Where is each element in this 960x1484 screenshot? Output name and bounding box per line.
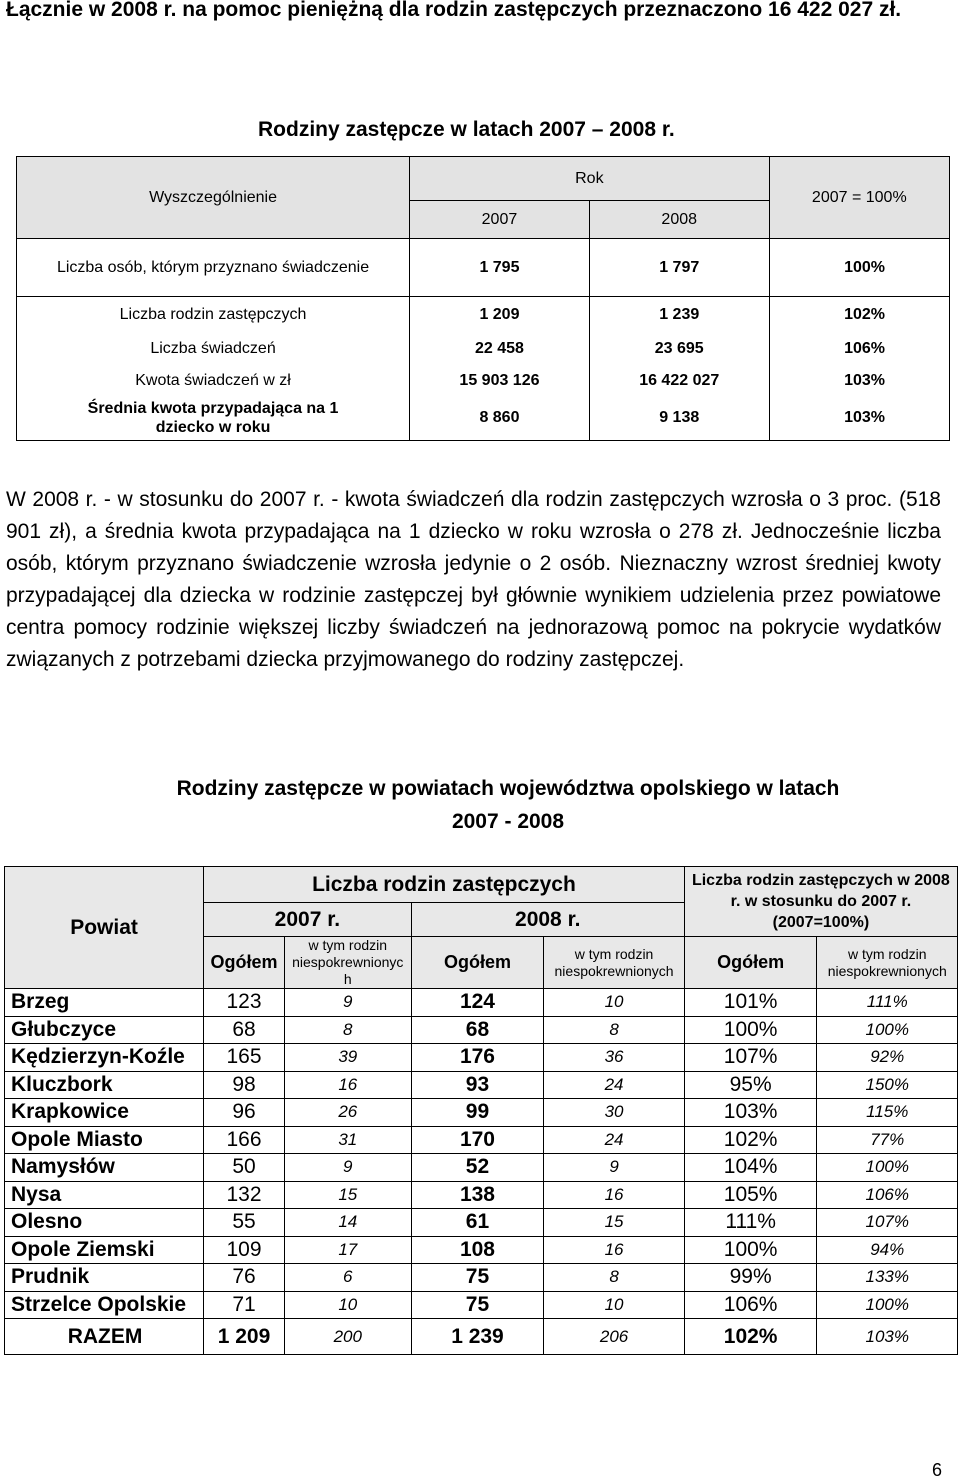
value-2007: 15 903 126 — [410, 365, 590, 397]
cell-n08: 24 — [544, 1126, 684, 1154]
cell-rt: 102% — [684, 1126, 817, 1154]
value-2008: 16 422 027 — [589, 365, 769, 397]
cell-n07: 16 — [284, 1071, 411, 1099]
row-label: Liczba osób, którym przyznano świadczenie — [17, 239, 410, 297]
cell-t08: 93 — [411, 1071, 544, 1099]
cell-rn: 92% — [817, 1044, 958, 1072]
cell-t08: 124 — [411, 989, 544, 1017]
cell-rn: 94% — [817, 1236, 958, 1264]
value-ratio: 100% — [769, 239, 949, 297]
table-row — [5, 1044, 958, 1072]
cell-rt: 101% — [684, 989, 817, 1017]
cell-rn: 77% — [817, 1126, 958, 1154]
cell-powiat: Strzelce Opolskie — [5, 1291, 204, 1319]
total-rn: 103% — [817, 1319, 958, 1355]
cell-n07: 15 — [284, 1181, 411, 1209]
table2-body — [5, 989, 958, 1319]
cell-t08: 68 — [411, 1016, 544, 1044]
table-row — [5, 1071, 958, 1099]
cell-t07: 71 — [204, 1291, 285, 1319]
cell-rn: 100% — [817, 1154, 958, 1182]
col-2007-header: 2007 r. — [204, 903, 412, 937]
cell-powiat: Prudnik — [5, 1264, 204, 1292]
cell-t07: 98 — [204, 1071, 285, 1099]
cell-rn: 107% — [817, 1209, 958, 1237]
cell-powiat: Głubczyce — [5, 1016, 204, 1044]
cell-t08: 75 — [411, 1264, 544, 1292]
cell-rt: 100% — [684, 1016, 817, 1044]
row-label: Średnia kwota przypadająca na 1 dziecko w roku — [17, 397, 410, 441]
cell-rt: 100% — [684, 1236, 817, 1264]
table-row — [5, 1099, 958, 1127]
cell-powiat: Brzeg — [5, 989, 204, 1017]
col-2008-header: 2008 r. — [411, 903, 684, 937]
cell-powiat: Namysłów — [5, 1154, 204, 1182]
cell-rn: 100% — [817, 1291, 958, 1319]
value-2007: 1 795 — [410, 239, 590, 297]
cell-n08: 30 — [544, 1099, 684, 1127]
cell-t08: 61 — [411, 1209, 544, 1237]
sub-nonrel-2008: w tym rodzin niespokrewnionych — [544, 937, 684, 989]
table-row — [5, 989, 958, 1017]
table-row — [5, 1181, 958, 1209]
total-t08: 1 239 — [411, 1319, 544, 1355]
cell-t07: 55 — [204, 1209, 285, 1237]
col-ratio-header: Liczba rodzin zastępczych w 2008 r. w stosunku do 2007 r. (2007=100%) — [684, 867, 957, 937]
cell-rn: 111% — [817, 989, 958, 1017]
cell-n07: 6 — [284, 1264, 411, 1292]
value-ratio: 103% — [769, 397, 949, 441]
cell-powiat: Opole Ziemski — [5, 1236, 204, 1264]
intro-text: Łącznie w 2008 r. na pomoc pieniężną dla rodzin zastępczych przeznaczono 16 422 027 zł. — [6, 0, 902, 21]
cell-rn: 106% — [817, 1181, 958, 1209]
table-families-2007-2008 — [16, 156, 950, 441]
cell-n08: 9 — [544, 1154, 684, 1182]
col-ratio-header: 2007 = 100% — [769, 157, 949, 239]
cell-t07: 68 — [204, 1016, 285, 1044]
col-year-header: Rok — [410, 157, 770, 201]
cell-n08: 15 — [544, 1209, 684, 1237]
cell-n07: 10 — [284, 1291, 411, 1319]
cell-rn: 133% — [817, 1264, 958, 1292]
total-rt: 102% — [684, 1319, 817, 1355]
cell-rt: 105% — [684, 1181, 817, 1209]
total-t07: 1 209 — [204, 1319, 285, 1355]
total-n08: 206 — [544, 1319, 684, 1355]
cell-t08: 108 — [411, 1236, 544, 1264]
table-districts — [4, 866, 958, 1355]
value-2007: 22 458 — [410, 333, 590, 365]
value-2007: 8 860 — [410, 397, 590, 441]
cell-t08: 176 — [411, 1044, 544, 1072]
cell-n07: 9 — [284, 1154, 411, 1182]
cell-t08: 99 — [411, 1099, 544, 1127]
table-row — [5, 1264, 958, 1292]
cell-n07: 26 — [284, 1099, 411, 1127]
sub-nonrel-ratio: w tym rodzin niespokrewnionych — [817, 937, 958, 989]
cell-t08: 170 — [411, 1126, 544, 1154]
value-2008: 23 695 — [589, 333, 769, 365]
value-2008: 1 239 — [589, 297, 769, 333]
table-row — [5, 1236, 958, 1264]
cell-n07: 31 — [284, 1126, 411, 1154]
col-2008-header: 2008 — [589, 201, 769, 239]
page-number: 6 — [931, 1460, 942, 1480]
cell-n07: 17 — [284, 1236, 411, 1264]
total-n07: 200 — [284, 1319, 411, 1355]
cell-n07: 8 — [284, 1016, 411, 1044]
cell-t07: 76 — [204, 1264, 285, 1292]
sub-total-2008: Ogółem — [411, 937, 544, 989]
cell-n08: 10 — [544, 1291, 684, 1319]
table2-title-line1: Rodziny zastępcze w powiatach województwa opolskiego w latach — [176, 777, 840, 800]
value-ratio: 103% — [769, 365, 949, 397]
cell-n08: 8 — [544, 1264, 684, 1292]
cell-t08: 75 — [411, 1291, 544, 1319]
table-row — [5, 1291, 958, 1319]
cell-powiat: Olesno — [5, 1209, 204, 1237]
cell-rn: 115% — [817, 1099, 958, 1127]
cell-n07: 14 — [284, 1209, 411, 1237]
row-label: Kwota świadczeń w zł — [17, 365, 410, 397]
cell-powiat: Kluczbork — [5, 1071, 204, 1099]
table2-title — [0, 772, 960, 838]
cell-rt: 106% — [684, 1291, 817, 1319]
total-label: RAZEM — [5, 1319, 204, 1355]
cell-powiat: Opole Miasto — [5, 1126, 204, 1154]
cell-rt: 95% — [684, 1071, 817, 1099]
cell-t07: 50 — [204, 1154, 285, 1182]
table2-title-line2: 2007 - 2008 — [451, 810, 565, 833]
row-label: Liczba rodzin zastępczych — [17, 297, 410, 333]
table-row — [5, 1126, 958, 1154]
cell-powiat: Krapkowice — [5, 1099, 204, 1127]
cell-t07: 132 — [204, 1181, 285, 1209]
sub-total-ratio: Ogółem — [684, 937, 817, 989]
cell-rt: 104% — [684, 1154, 817, 1182]
table-row — [5, 1154, 958, 1182]
cell-rt: 111% — [684, 1209, 817, 1237]
cell-rn: 100% — [817, 1016, 958, 1044]
col-2007-header: 2007 — [410, 201, 590, 239]
sub-total-2007: Ogółem — [204, 937, 285, 989]
cell-n07: 9 — [284, 989, 411, 1017]
cell-n08: 10 — [544, 989, 684, 1017]
cell-t08: 138 — [411, 1181, 544, 1209]
cell-t07: 96 — [204, 1099, 285, 1127]
value-ratio: 102% — [769, 297, 949, 333]
col-powiat-header: Powiat — [5, 867, 204, 989]
value-2008: 1 797 — [589, 239, 769, 297]
value-2008: 9 138 — [589, 397, 769, 441]
cell-t07: 166 — [204, 1126, 285, 1154]
cell-rt: 99% — [684, 1264, 817, 1292]
cell-rn: 150% — [817, 1071, 958, 1099]
row-label: Liczba świadczeń — [17, 333, 410, 365]
table-row — [5, 1016, 958, 1044]
cell-powiat: Kędzierzyn-Koźle — [5, 1044, 204, 1072]
cell-n07: 39 — [284, 1044, 411, 1072]
cell-t08: 52 — [411, 1154, 544, 1182]
table1-title: Rodziny zastępcze w latach 2007 – 2008 r. — [258, 118, 675, 141]
sub-nonrel-2007: w tym rodzin niespokrewnionyc h — [284, 937, 411, 989]
cell-n08: 16 — [544, 1236, 684, 1264]
cell-n08: 36 — [544, 1044, 684, 1072]
cell-n08: 16 — [544, 1181, 684, 1209]
cell-rt: 107% — [684, 1044, 817, 1072]
col-group-header: Liczba rodzin zastępczych — [204, 867, 685, 903]
cell-t07: 109 — [204, 1236, 285, 1264]
cell-rt: 103% — [684, 1099, 817, 1127]
value-ratio: 106% — [769, 333, 949, 365]
cell-powiat: Nysa — [5, 1181, 204, 1209]
table-row — [5, 1209, 958, 1237]
cell-n08: 24 — [544, 1071, 684, 1099]
cell-t07: 123 — [204, 989, 285, 1017]
value-2007: 1 209 — [410, 297, 590, 333]
cell-n08: 8 — [544, 1016, 684, 1044]
cell-t07: 165 — [204, 1044, 285, 1072]
col-spec-header: Wyszczególnienie — [17, 157, 410, 239]
body-paragraph: W 2008 r. - w stosunku do 2007 r. - kwota świadczeń dla rodzin zastępczych wzrosła o 3 proc. (518 901 zł), a średnia kwota przypadająca na 1 dziecko w roku wzrosła o 278 zł. Jednocześnie liczba osób, którym przyznano świadczenie wzrosła jedynie o 2 osób. Nieznaczny wzrost średniej kwoty przypadającej dla dziecka w rodzinie zastępczej był głównie wynikiem udzielenia przez powiatowe centra pomocy rodzinie większej liczby świadczeń na jednorazową pomoc na pokrycie wydatków związanych z potrzebami dziecka przyjmowanego do rodziny zastępczej. — [6, 488, 941, 671]
